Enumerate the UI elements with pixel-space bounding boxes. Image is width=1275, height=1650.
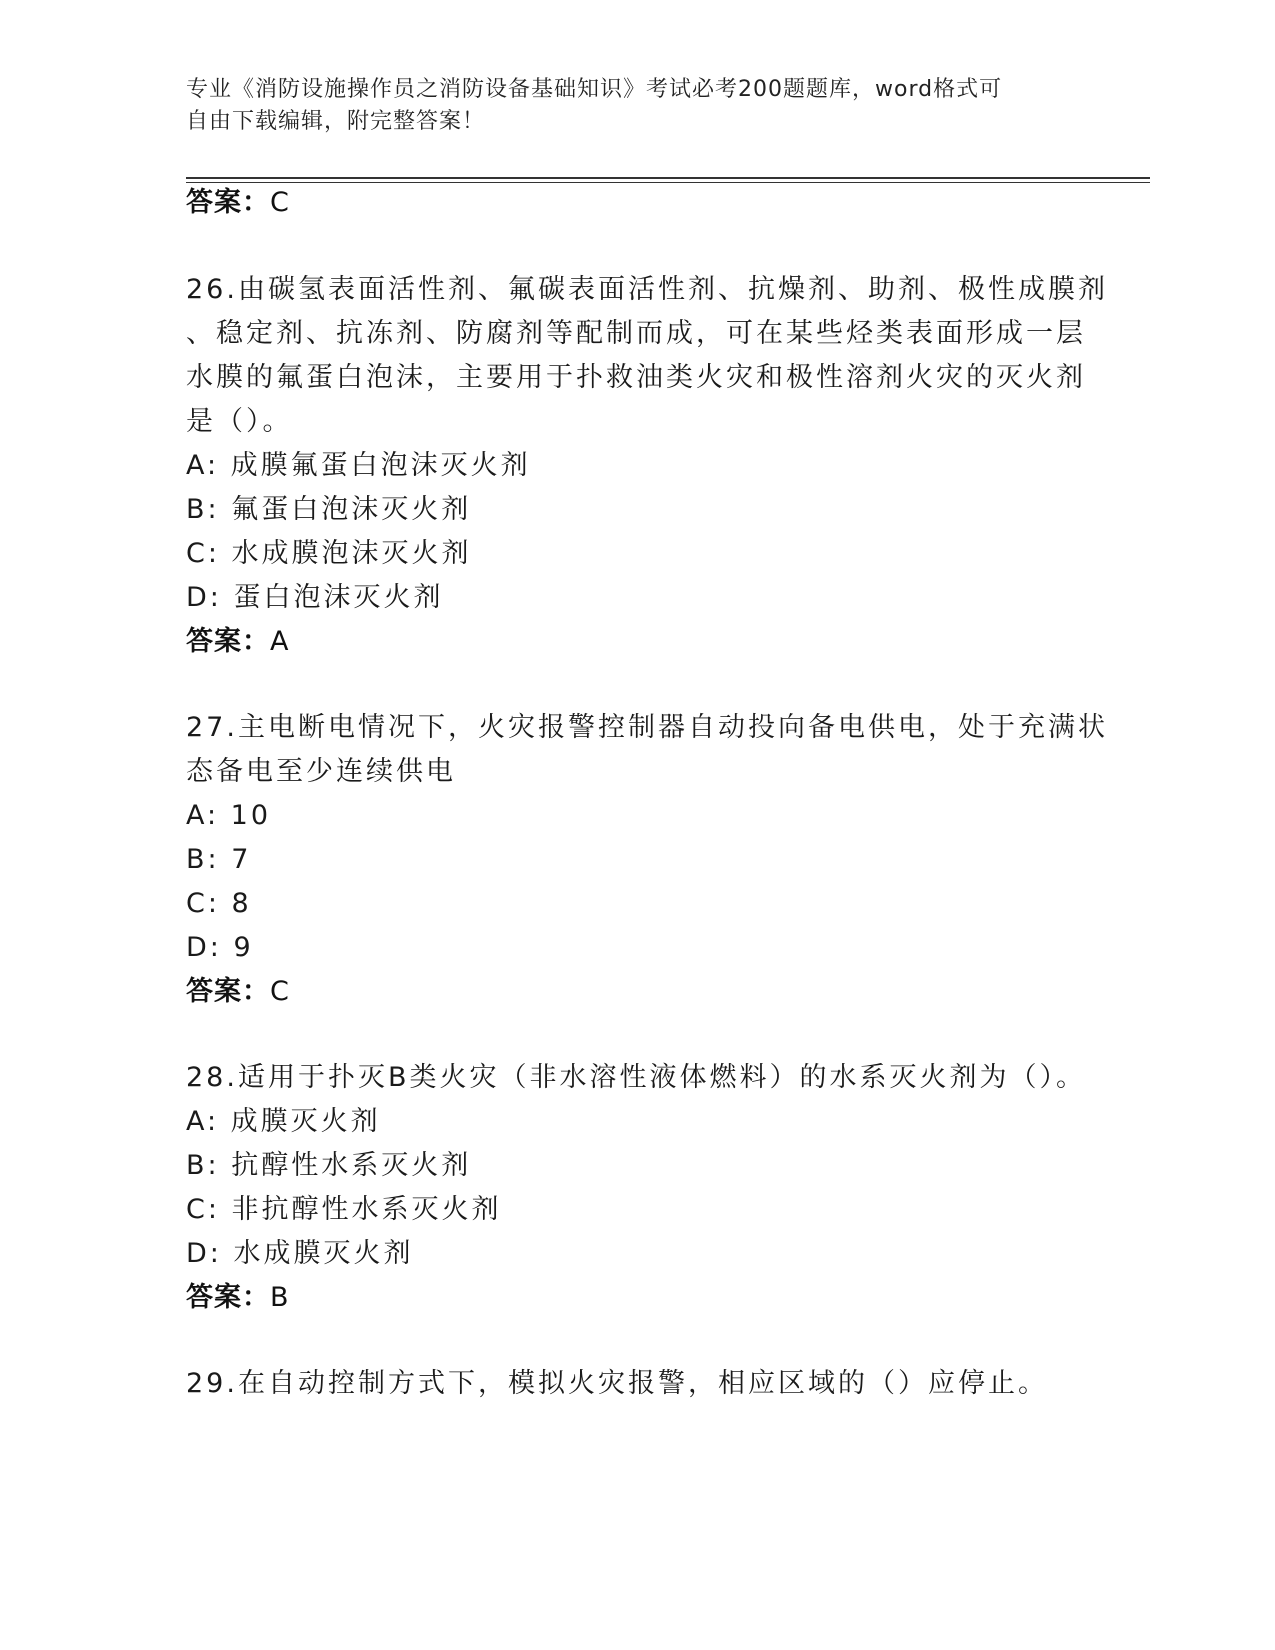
question-text-line: 态备电至少连续供电	[186, 756, 456, 787]
answer-value: A	[270, 626, 290, 657]
answer-label: 答案：	[186, 187, 270, 218]
option-b: B: 抗醇性水系灭火剂	[186, 1150, 472, 1181]
question-text-line: 水膜的氟蛋白泡沫，主要用于扑救油类火灾和极性溶剂火灾的灭火剂	[186, 362, 1086, 393]
question-text-line: 28.适用于扑灭B类火灾（非水溶性液体燃料）的水系灭火剂为（）。	[186, 1062, 1086, 1093]
option-c: C: 8	[186, 888, 252, 919]
header-line-2: 自由下载编辑，附完整答案！	[186, 109, 486, 134]
answer-28	[186, 1280, 290, 1316]
answer-label: 答案：	[186, 626, 270, 657]
question-text-line: 27.主电断电情况下，火灾报警控制器自动投向备电供电，处于充满状	[186, 712, 1108, 743]
question-text-line: 29.在自动控制方式下，模拟火灾报警，相应区域的（）应停止。	[186, 1368, 1048, 1399]
page-header	[186, 74, 1086, 138]
answer-label: 答案：	[186, 1282, 270, 1313]
option-a: A: 成膜氟蛋白泡沫灭火剂	[186, 450, 531, 481]
answer-value: C	[270, 976, 290, 1007]
answer-label: 答案：	[186, 976, 270, 1007]
answer-value: B	[270, 1282, 290, 1313]
option-b: B: 氟蛋白泡沫灭火剂	[186, 494, 472, 525]
answer-prev	[186, 185, 290, 221]
answer-27	[186, 974, 290, 1010]
option-d: D: 9	[186, 932, 254, 963]
question-text-line: 是（）。	[186, 406, 293, 437]
answer-26	[186, 624, 289, 660]
answer-value: C	[270, 187, 290, 218]
option-a: A: 成膜灭火剂	[186, 1106, 381, 1137]
option-b: B: 7	[186, 844, 252, 875]
option-d: D: 水成膜灭火剂	[186, 1238, 414, 1269]
option-c: C: 非抗醇性水系灭火剂	[186, 1194, 502, 1225]
header-divider	[186, 177, 1150, 179]
question-text-line: 26.由碳氢表面活性剂、氟碳表面活性剂、抗燥剂、助剂、极性成膜剂	[186, 274, 1108, 305]
header-divider-thin	[186, 182, 1150, 183]
header-line-1: 专业《消防设施操作员之消防设备基础知识》考试必考200题题库，word格式可	[186, 77, 1003, 102]
option-c: C: 水成膜泡沫灭火剂	[186, 538, 472, 569]
option-d: D: 蛋白泡沫灭火剂	[186, 582, 444, 613]
option-a: A: 10	[186, 800, 272, 831]
question-text-line: 、稳定剂、抗冻剂、防腐剂等配制而成，可在某些烃类表面形成一层	[186, 318, 1086, 349]
